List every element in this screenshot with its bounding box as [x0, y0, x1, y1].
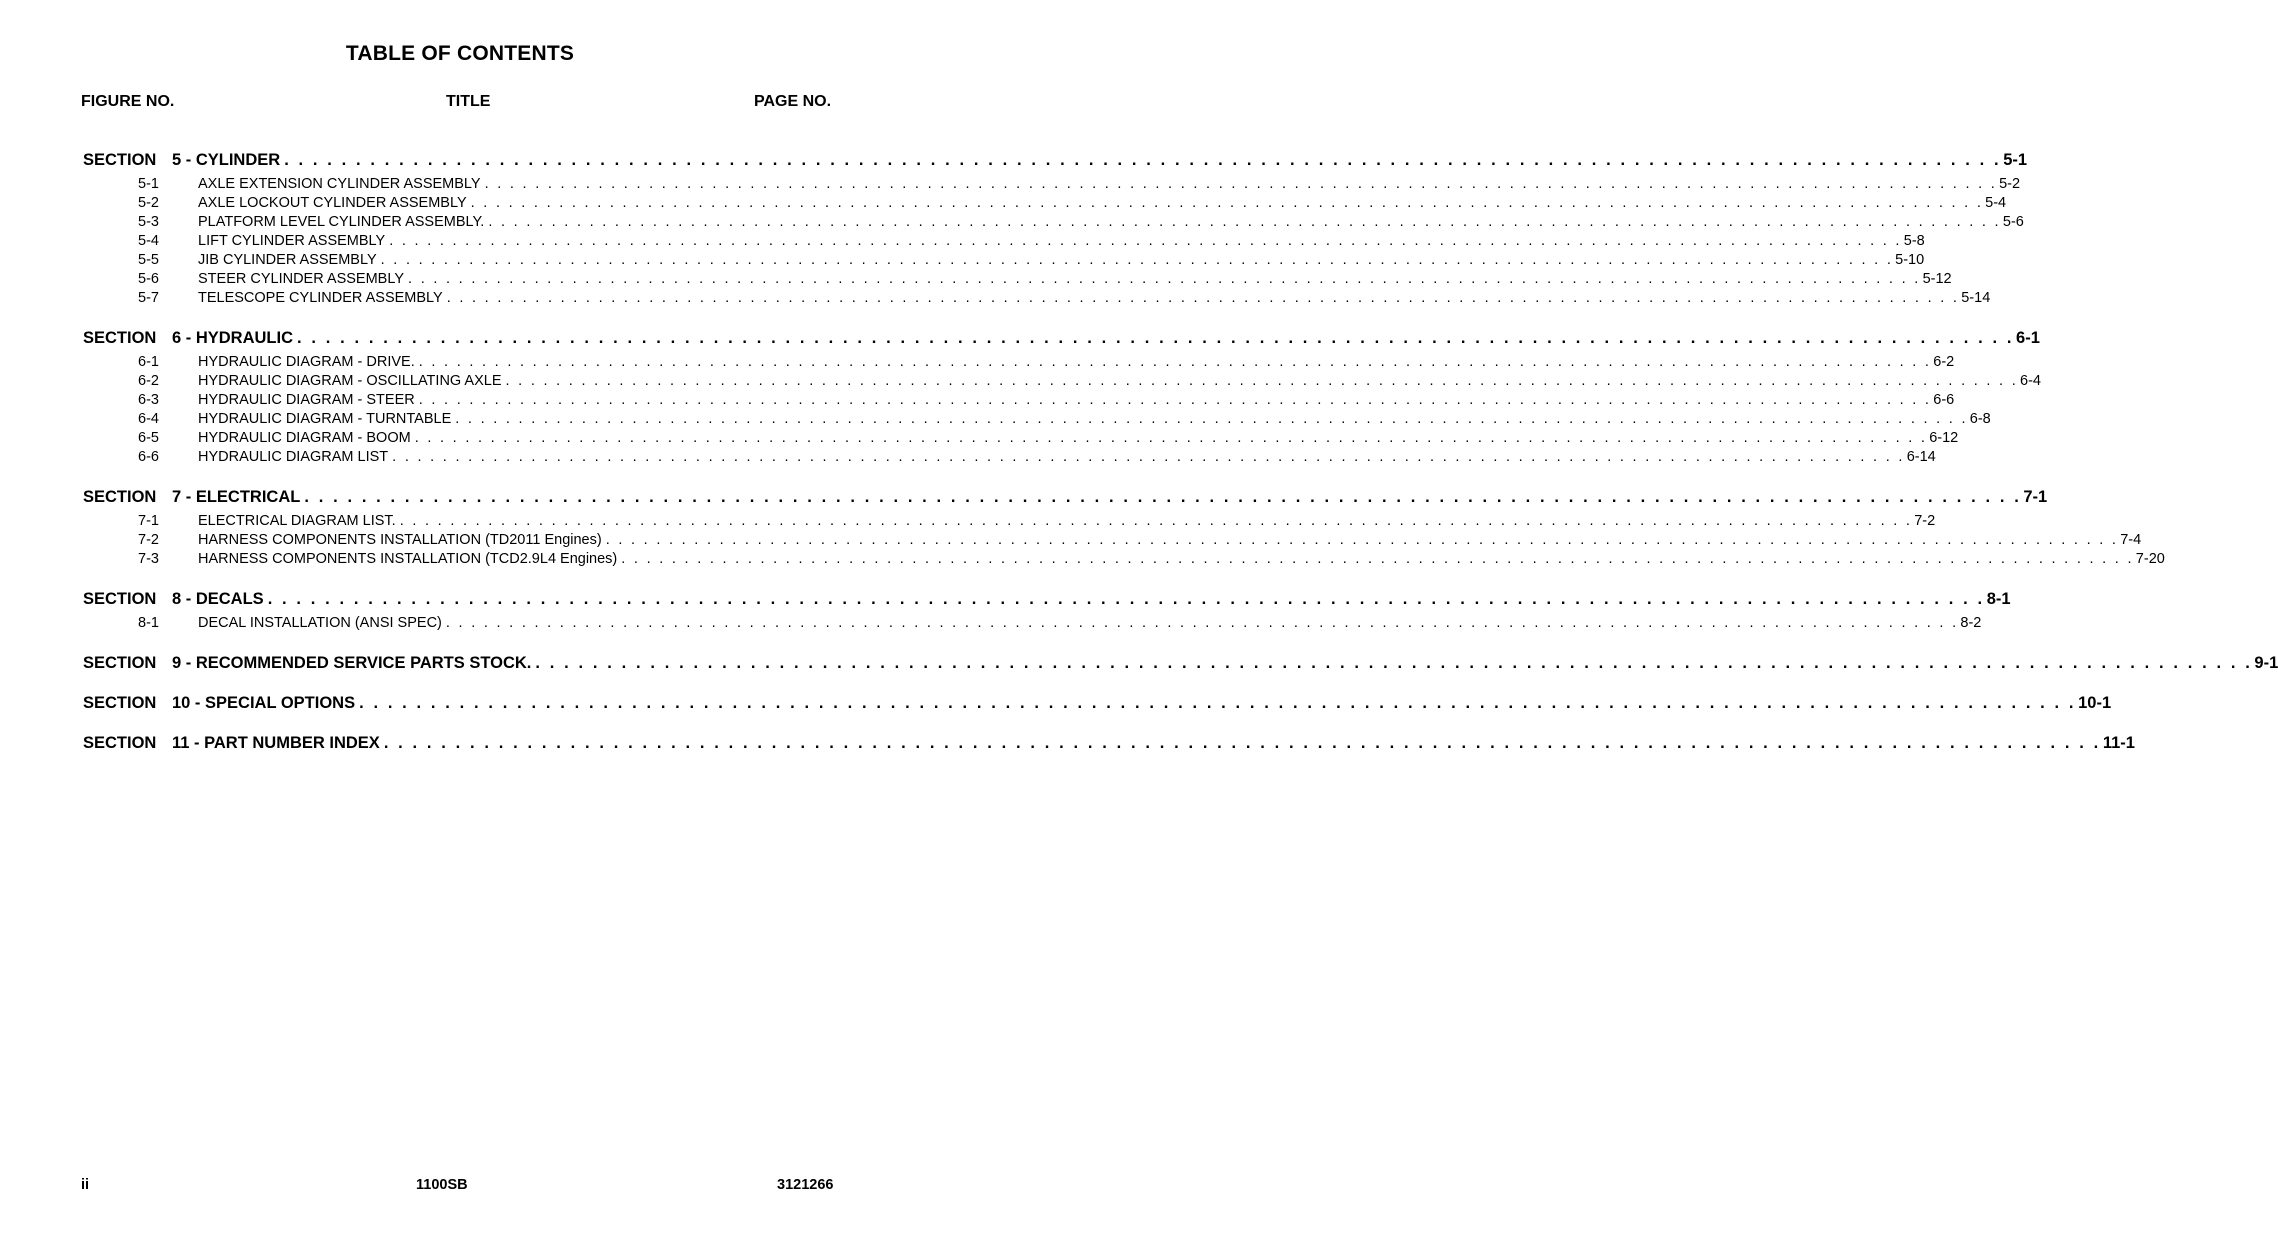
dot-leader: . . . . . . . . . . . . . . . . . . . . . . . . . . . . . . . . . . . . . . . . . . . . . . . . . . . . . . . . . . . . . . . . . . . . . . . . . . . . . . . . . . . . . . . . . . . . . . . . . . . . . . . . . . . . . . . . . . . . . . . .	[605, 532, 2119, 548]
figure-entry[interactable]	[83, 551, 2165, 570]
figure-number: 6-6	[138, 449, 159, 465]
figure-title: HYDRAULIC DIAGRAM - OSCILLATING AXLE	[198, 373, 502, 389]
figure-number: 8-1	[138, 615, 159, 631]
figure-page-number: 6-4	[2020, 373, 2041, 389]
dot-leader: . . . . . . . . . . . . . . . . . . . . . . . . . . . . . . . . . . . . . . . . . . . . . . . . . . . . . . . . . . . . . . . . . . . . . . . . . . . . . . . . . . . . . . . . . . . . . . . . . . . . . . . . . . . . . . . . . . . . . . . .	[455, 411, 1968, 427]
figure-page-number: 6-12	[1929, 430, 1959, 446]
figure-entry[interactable]	[83, 513, 1936, 532]
dot-leader: . . . . . . . . . . . . . . . . . . . . . . . . . . . . . . . . . . . . . . . . . . . . . . . . . . . . . . . . . . . . . . . . . . . . . . . . . . . . . . . . . . . . . . . . . . . . . . . . . . . . . . . . . . . . . . . . . . . . . . . .	[389, 233, 1902, 249]
figure-entry[interactable]	[83, 615, 1982, 634]
dot-leader: . . . . . . . . . . . . . . . . . . . . . . . . . . . . . . . . . . . . . . . . . . . . . . . . . . . . . . . . . . . . . . . . . . . . . . . . . . . . . . . . . . . . . . . . . . . . . . . . . . . . . . . . . . . . . . . . . . . . . . . .	[383, 734, 2101, 752]
section-title: 7 - ELECTRICAL	[172, 488, 301, 506]
figure-list	[83, 354, 2041, 468]
dot-leader: . . . . . . . . . . . . . . . . . . . . . . . . . . . . . . . . . . . . . . . . . . . . . . . . . . . . . . . . . . . . . . . . . . . . . . . . . . . . . . . . . . . . . . . . . . . . . . . . . . . . . . . . . . . . . . . . . . . . . . . .	[488, 214, 2001, 230]
figure-title: HYDRAULIC DIAGRAM - TURNTABLE	[198, 411, 452, 427]
spacer	[83, 756, 818, 774]
section-page-number: 7-1	[2023, 488, 2048, 506]
dot-leader: . . . . . . . . . . . . . . . . . . . . . . . . . . . . . . . . . . . . . . . . . . . . . . . . . . . . . . . . . . . . . . . . . . . . . . . . . . . . . . . . . . . . . . . . . . . . . . . . . . . . . . . . . . . . . . . . . . . . . . . .	[484, 176, 1998, 192]
figure-number: 7-3	[138, 551, 159, 567]
section-title: 6 - HYDRAULIC	[172, 329, 294, 347]
footer-page-number: ii	[81, 1177, 90, 1193]
figure-page-number: 5-10	[1895, 252, 1925, 268]
toc-section	[83, 654, 2278, 694]
section-title: 11 - PART NUMBER INDEX	[172, 734, 380, 752]
dot-leader: . . . . . . . . . . . . . . . . . . . . . . . . . . . . . . . . . . . . . . . . . . . . . . . . . . . . . . . . . . . . . . . . . . . . . . . . . . . . . . . . . . . . . . . . . . . . . . . . . . . . . . . . . . . . . . . . . . . . . . . .	[470, 195, 1984, 211]
figure-title: HYDRAULIC DIAGRAM - BOOM	[198, 430, 411, 446]
figure-number: 5-5	[138, 252, 159, 268]
figure-page-number: 5-6	[2002, 214, 2024, 230]
dot-leader: . . . . . . . . . . . . . . . . . . . . . . . . . . . . . . . . . . . . . . . . . . . . . . . . . . . . . . . . . . . . . . . . . . . . . . . . . . . . . . . . . . . . . . . . . . . . . . . . . . . . . . . . . . . . . . . . . . . . . . . .	[418, 354, 1932, 370]
figure-page-number: 5-12	[1922, 271, 1952, 287]
figure-title: HYDRAULIC DIAGRAM - DRIVE.	[198, 354, 415, 370]
figure-title: AXLE EXTENSION CYLINDER ASSEMBLY	[198, 176, 481, 192]
figure-entry[interactable]	[83, 354, 1955, 373]
section-entry[interactable]	[83, 654, 2278, 676]
figure-page-number: 5-4	[1985, 195, 2007, 211]
figure-page-number: 5-2	[1999, 176, 2021, 192]
spacer	[83, 468, 818, 488]
figure-number: 6-5	[138, 430, 159, 446]
figure-page-number: 6-2	[1933, 354, 1955, 370]
section-page-number: 9-1	[2254, 654, 2278, 672]
figure-page-number: 6-8	[1969, 411, 1991, 427]
figure-entry[interactable]	[83, 214, 2024, 233]
dot-leader: . . . . . . . . . . . . . . . . . . . . . . . . . . . . . . . . . . . . . . . . . . . . . . . . . . . . . . . . . . . . . . . . . . . . . . . . . . . . . . . . . . . . . . . . . . . . . . . . . . . . . . . . . . . . . . . . . . . . . . . .	[414, 430, 1928, 446]
section-label: SECTION	[83, 329, 157, 347]
figure-page-number: 7-20	[2135, 551, 2165, 567]
figure-title: PLATFORM LEVEL CYLINDER ASSEMBLY.	[198, 214, 485, 230]
dot-leader: . . . . . . . . . . . . . . . . . . . . . . . . . . . . . . . . . . . . . . . . . . . . . . . . . . . . . . . . . . . . . . . . . . . . . . . . . . . . . . . . . . . . . . . . . . . . . . . . . . . . . . . . . . . . . . . . . . . . . . . .	[359, 694, 2077, 712]
figure-page-number: 5-8	[1903, 233, 1925, 249]
figure-page-number: 6-6	[1933, 392, 1955, 408]
figure-no-header: FIGURE NO.	[81, 93, 175, 110]
dot-leader: . . . . . . . . . . . . . . . . . . . . . . . . . . . . . . . . . . . . . . . . . . . . . . . . . . . . . . . . . . . . . . . . . . . . . . . . . . . . . . . . . . . . . . . . . . . . . . . . . . . . . . . . . . . . . . . . . . . . . . . .	[446, 290, 1960, 306]
figure-number: 7-1	[138, 513, 159, 529]
figure-title: AXLE LOCKOUT CYLINDER ASSEMBLY	[198, 195, 467, 211]
section-entry[interactable]	[83, 590, 2011, 612]
section-page-number: 5-1	[2003, 151, 2028, 169]
section-entry[interactable]	[83, 734, 2135, 756]
dot-leader: . . . . . . . . . . . . . . . . . . . . . . . . . . . . . . . . . . . . . . . . . . . . . . . . . . . . . . . . . . . . . . . . . . . . . . . . . . . . . . . . . . . . . . . . . . . . . . . . . . . . . . . . . . . . . . . . . . . . . . . .	[380, 252, 1894, 268]
spacer	[83, 634, 818, 654]
toc-section	[83, 151, 2028, 329]
spacer	[83, 309, 818, 329]
figure-entry[interactable]	[83, 233, 1925, 252]
figure-number: 5-6	[138, 271, 159, 287]
figure-title: JIB CYLINDER ASSEMBLY	[198, 252, 377, 268]
figure-page-number: 5-14	[1961, 290, 1991, 306]
spacer	[83, 570, 818, 590]
figure-title: ELECTRICAL DIAGRAM LIST.	[198, 513, 396, 529]
toc-section	[83, 694, 2112, 734]
figure-page-number: 8-2	[1960, 615, 1982, 631]
section-page-number: 8-1	[1986, 590, 2011, 608]
dot-leader: . . . . . . . . . . . . . . . . . . . . . . . . . . . . . . . . . . . . . . . . . . . . . . . . . . . . . . . . . . . . . . . . . . . . . . . . . . . . . . . . . . . . . . . . . . . . . . . . . . . . . . . . . . . . . . . . . . . . . . . .	[621, 551, 2134, 567]
footer-model: 1100SB	[416, 1177, 468, 1193]
figure-number: 6-1	[138, 354, 159, 370]
toc-section	[83, 590, 2011, 654]
figure-entry[interactable]	[83, 252, 1925, 271]
dot-leader: . . . . . . . . . . . . . . . . . . . . . . . . . . . . . . . . . . . . . . . . . . . . . . . . . . . . . . . . . . . . . . . . . . . . . . . . . . . . . . . . . . . . . . . . . . . . . . . . . . . . . . . . . . . . . . . . . . . . . . . .	[297, 329, 2015, 347]
section-entry[interactable]	[83, 694, 2112, 716]
section-entry[interactable]	[83, 488, 2048, 510]
figure-title: LIFT CYLINDER ASSEMBLY	[198, 233, 386, 249]
dot-leader: . . . . . . . . . . . . . . . . . . . . . . . . . . . . . . . . . . . . . . . . . . . . . . . . . . . . . . . . . . . . . . . . . . . . . . . . . . . . . . . . . . . . . . . . . . . . . . . . . . . . . . . . . . . . . . . . . . . . . . . .	[505, 373, 2019, 389]
figure-entry[interactable]	[83, 411, 1991, 430]
figure-number: 6-4	[138, 411, 159, 427]
figure-entry[interactable]	[83, 532, 2142, 551]
section-label: SECTION	[83, 694, 157, 712]
section-entry[interactable]	[83, 329, 2040, 351]
dot-leader: . . . . . . . . . . . . . . . . . . . . . . . . . . . . . . . . . . . . . . . . . . . . . . . . . . . . . . . . . . . . . . . . . . . . . . . . . . . . . . . . . . . . . . . . . . . . . . . . . . . . . . . . . . . . . . . . . . . . . . . .	[392, 449, 1905, 465]
figure-number: 5-4	[138, 233, 159, 249]
section-label: SECTION	[83, 654, 157, 672]
figure-entry[interactable]	[83, 373, 2041, 392]
figure-page-number: 7-2	[1914, 513, 1936, 529]
dot-leader: . . . . . . . . . . . . . . . . . . . . . . . . . . . . . . . . . . . . . . . . . . . . . . . . . . . . . . . . . . . . . . . . . . . . . . . . . . . . . . . . . . . . . . . . . . . . . . . . . . . . . . . . . . . . . . . . . . . . . . . .	[399, 513, 1913, 529]
figure-title: HYDRAULIC DIAGRAM - STEER	[198, 392, 415, 408]
figure-number: 5-7	[138, 290, 159, 306]
figure-number: 7-2	[138, 532, 159, 548]
section-title: 9 - RECOMMENDED SERVICE PARTS STOCK.	[172, 654, 532, 672]
dot-leader: . . . . . . . . . . . . . . . . . . . . . . . . . . . . . . . . . . . . . . . . . . . . . . . . . . . . . . . . . . . . . . . . . . . . . . . . . . . . . . . . . . . . . . . . . . . . . . . . . . . . . . . . . . . . . . . . . . . . . . . .	[304, 488, 2022, 506]
figure-title: TELESCOPE CYLINDER ASSEMBLY	[198, 290, 443, 306]
toc-section	[83, 329, 2041, 488]
dot-leader: . . . . . . . . . . . . . . . . . . . . . . . . . . . . . . . . . . . . . . . . . . . . . . . . . . . . . . . . . . . . . . . . . . . . . . . . . . . . . . . . . . . . . . . . . . . . . . . . . . . . . . . . . . . . . . . . . . . . . . . .	[418, 392, 1932, 408]
figure-entry[interactable]	[83, 392, 1955, 411]
footer-document-number: 3121266	[777, 1177, 834, 1193]
figure-number: 6-2	[138, 373, 159, 389]
figure-number: 5-2	[138, 195, 159, 211]
figure-entry[interactable]	[83, 290, 1991, 309]
section-title: 8 - DECALS	[172, 590, 264, 608]
section-page-number: 10-1	[2078, 694, 2112, 712]
figure-entry[interactable]	[83, 195, 2007, 214]
section-label: SECTION	[83, 488, 157, 506]
figure-title: HARNESS COMPONENTS INSTALLATION (TCD2.9L4 Engines)	[198, 551, 618, 567]
section-title: 10 - SPECIAL OPTIONS	[172, 694, 356, 712]
figure-number: 5-3	[138, 214, 159, 230]
spacer	[83, 676, 818, 694]
figure-title: STEER CYLINDER ASSEMBLY	[198, 271, 405, 287]
figure-page-number: 7-4	[2120, 532, 2142, 548]
figure-entry[interactable]	[83, 271, 1952, 290]
figure-entry[interactable]	[83, 176, 2021, 195]
figure-list	[83, 615, 1982, 634]
figure-title: HARNESS COMPONENTS INSTALLATION (TD2011 Engines)	[198, 532, 602, 548]
figure-title: DECAL INSTALLATION (ANSI SPEC)	[198, 615, 442, 631]
dot-leader: . . . . . . . . . . . . . . . . . . . . . . . . . . . . . . . . . . . . . . . . . . . . . . . . . . . . . . . . . . . . . . . . . . . . . . . . . . . . . . . . . . . . . . . . . . . . . . . . . . . . . . . . . . . . . . . . . . . . . . . .	[535, 654, 2253, 672]
dot-leader: . . . . . . . . . . . . . . . . . . . . . . . . . . . . . . . . . . . . . . . . . . . . . . . . . . . . . . . . . . . . . . . . . . . . . . . . . . . . . . . . . . . . . . . . . . . . . . . . . . . . . . . . . . . . . . . . . . . . . . . .	[267, 590, 1985, 608]
figure-number: 5-1	[138, 176, 159, 192]
dot-leader: . . . . . . . . . . . . . . . . . . . . . . . . . . . . . . . . . . . . . . . . . . . . . . . . . . . . . . . . . . . . . . . . . . . . . . . . . . . . . . . . . . . . . . . . . . . . . . . . . . . . . . . . . . . . . . . . . . . . . . . .	[408, 271, 1921, 287]
spacer	[83, 716, 818, 734]
dot-leader: . . . . . . . . . . . . . . . . . . . . . . . . . . . . . . . . . . . . . . . . . . . . . . . . . . . . . . . . . . . . . . . . . . . . . . . . . . . . . . . . . . . . . . . . . . . . . . . . . . . . . . . . . . . . . . . . . . . . . . . .	[445, 615, 1959, 631]
figure-list	[83, 513, 2165, 570]
figure-list	[83, 176, 2024, 309]
section-page-number: 6-1	[2016, 329, 2040, 347]
figure-entry[interactable]	[83, 449, 1936, 468]
toc-section	[83, 734, 2135, 774]
figure-entry[interactable]	[83, 430, 1959, 449]
section-title: 5 - CYLINDER	[172, 151, 281, 169]
figure-number: 6-3	[138, 392, 159, 408]
section-label: SECTION	[83, 734, 157, 752]
section-label: SECTION	[83, 590, 157, 608]
section-label: SECTION	[83, 151, 157, 169]
dot-leader: . . . . . . . . . . . . . . . . . . . . . . . . . . . . . . . . . . . . . . . . . . . . . . . . . . . . . . . . . . . . . . . . . . . . . . . . . . . . . . . . . . . . . . . . . . . . . . . . . . . . . . . . . . . . . . . . . . . . . . . .	[284, 151, 2002, 169]
page-no-header: PAGE NO.	[754, 93, 832, 110]
section-page-number: 11-1	[2102, 734, 2135, 752]
title-header: TITLE	[446, 93, 491, 110]
toc-section	[83, 488, 2165, 590]
table-of-contents	[83, 151, 2278, 774]
figure-page-number: 6-14	[1906, 449, 1936, 465]
figure-title: HYDRAULIC DIAGRAM LIST	[198, 449, 389, 465]
page-title: TABLE OF CONTENTS	[345, 42, 575, 65]
section-entry[interactable]	[83, 151, 2028, 173]
